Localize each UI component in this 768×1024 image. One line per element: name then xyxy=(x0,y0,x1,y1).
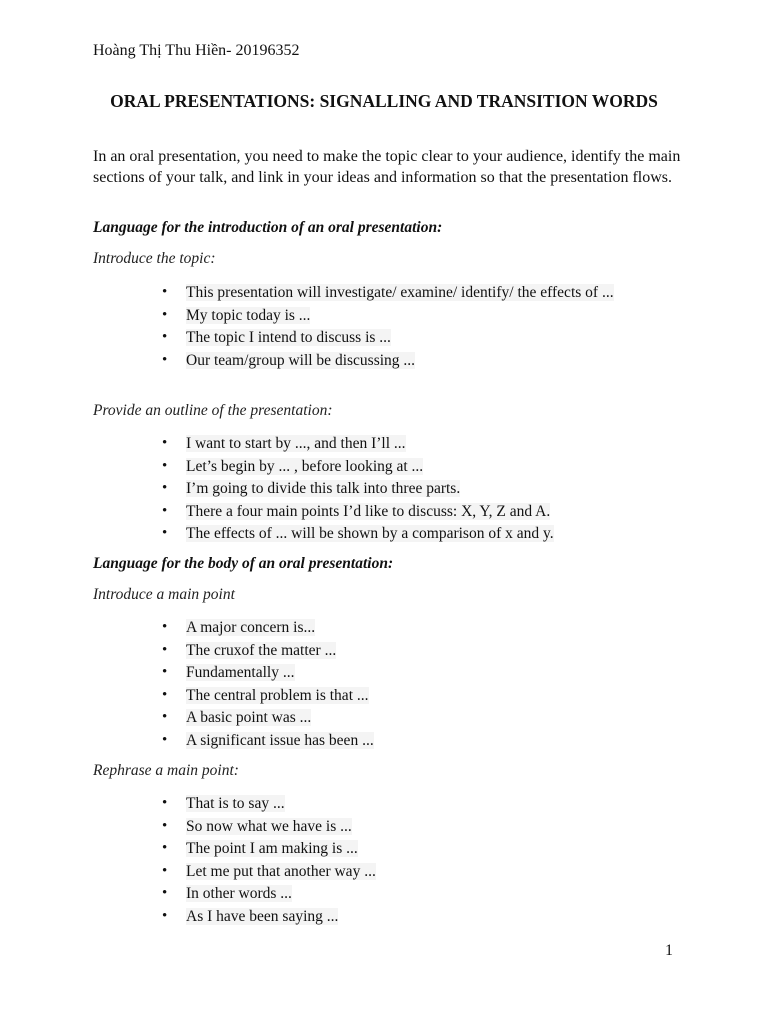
subheading-main-point: Introduce a main point xyxy=(93,586,235,603)
list-item-text: In other words ... xyxy=(186,885,292,902)
subheading-outline: Provide an outline of the presentation: xyxy=(93,402,333,419)
subheading-introduce-topic: Introduce the topic: xyxy=(93,250,216,267)
list-item xyxy=(160,501,680,522)
section-heading-introduction: Language for the introduction of an oral presentation: xyxy=(93,219,443,236)
bullet-list-main-point xyxy=(160,617,680,752)
list-item-text: Fundamentally ... xyxy=(186,664,295,681)
list-item-text: The topic I intend to discuss is ... xyxy=(186,329,391,346)
list-item xyxy=(160,350,680,371)
list-item xyxy=(160,478,680,499)
list-item xyxy=(160,838,680,859)
page-number: 1 xyxy=(665,942,673,959)
list-item xyxy=(160,662,680,683)
list-item-text: The central problem is that ... xyxy=(186,686,369,704)
list-item-text: The point I am making is ... xyxy=(186,840,358,857)
list-item-text: I want to start by ..., and then I’ll ... xyxy=(186,435,406,452)
list-item-text: So now what we have is ... xyxy=(186,817,352,835)
list-item xyxy=(160,617,680,638)
bullet-list-rephrase xyxy=(160,793,680,928)
section-heading-body: Language for the body of an oral presentation: xyxy=(93,555,394,572)
list-item-text: There a four main points I’d like to discuss: X, Y, Z and A. xyxy=(186,502,551,520)
list-item xyxy=(160,793,680,814)
list-item xyxy=(160,816,680,837)
list-item xyxy=(160,327,680,348)
bullet-list-introduce-topic xyxy=(160,282,680,372)
subheading-rephrase: Rephrase a main point: xyxy=(93,762,239,779)
list-item xyxy=(160,282,680,303)
list-item-text: This presentation will investigate/ examine/ identify/ the effects of ... xyxy=(186,284,614,301)
list-item xyxy=(160,640,680,661)
list-item-text: My topic today is ... xyxy=(186,306,311,324)
list-item-text: The cruxof the matter ... xyxy=(186,641,337,659)
list-item xyxy=(160,685,680,706)
list-item-text: That is to say ... xyxy=(186,795,285,812)
list-item xyxy=(160,456,680,477)
author-line: Hoàng Thị Thu Hiền- 20196352 xyxy=(93,42,300,59)
list-item xyxy=(160,523,680,544)
document-title: ORAL PRESENTATIONS: SIGNALLING AND TRANSITION WORDS xyxy=(110,91,658,111)
list-item xyxy=(160,433,680,454)
list-item-text: Let’s begin by ... , before looking at ... xyxy=(186,457,424,475)
list-item xyxy=(160,861,680,882)
list-item-text: The effects of ... will be shown by a comparison of x and y. xyxy=(186,525,554,542)
list-item-text: A major concern is... xyxy=(186,619,316,636)
list-item xyxy=(160,305,680,326)
list-item xyxy=(160,730,680,751)
list-item xyxy=(160,906,680,927)
bullet-list-outline xyxy=(160,433,680,546)
list-item xyxy=(160,883,680,904)
intro-paragraph: In an oral presentation, you need to make the topic clear to your audience, identify the main sections of your talk, and link in your ideas and information so that the presentation flows. xyxy=(93,148,681,186)
list-item-text: A significant issue has been ... xyxy=(186,731,374,749)
list-item-text: Let me put that another way ... xyxy=(186,862,376,880)
list-item-text: Our team/group will be discussing ... xyxy=(186,351,416,369)
list-item xyxy=(160,707,680,728)
list-item-text: I’m going to divide this talk into three parts. xyxy=(186,480,461,497)
list-item-text: As I have been saying ... xyxy=(186,907,339,925)
list-item-text: A basic point was ... xyxy=(186,709,312,726)
